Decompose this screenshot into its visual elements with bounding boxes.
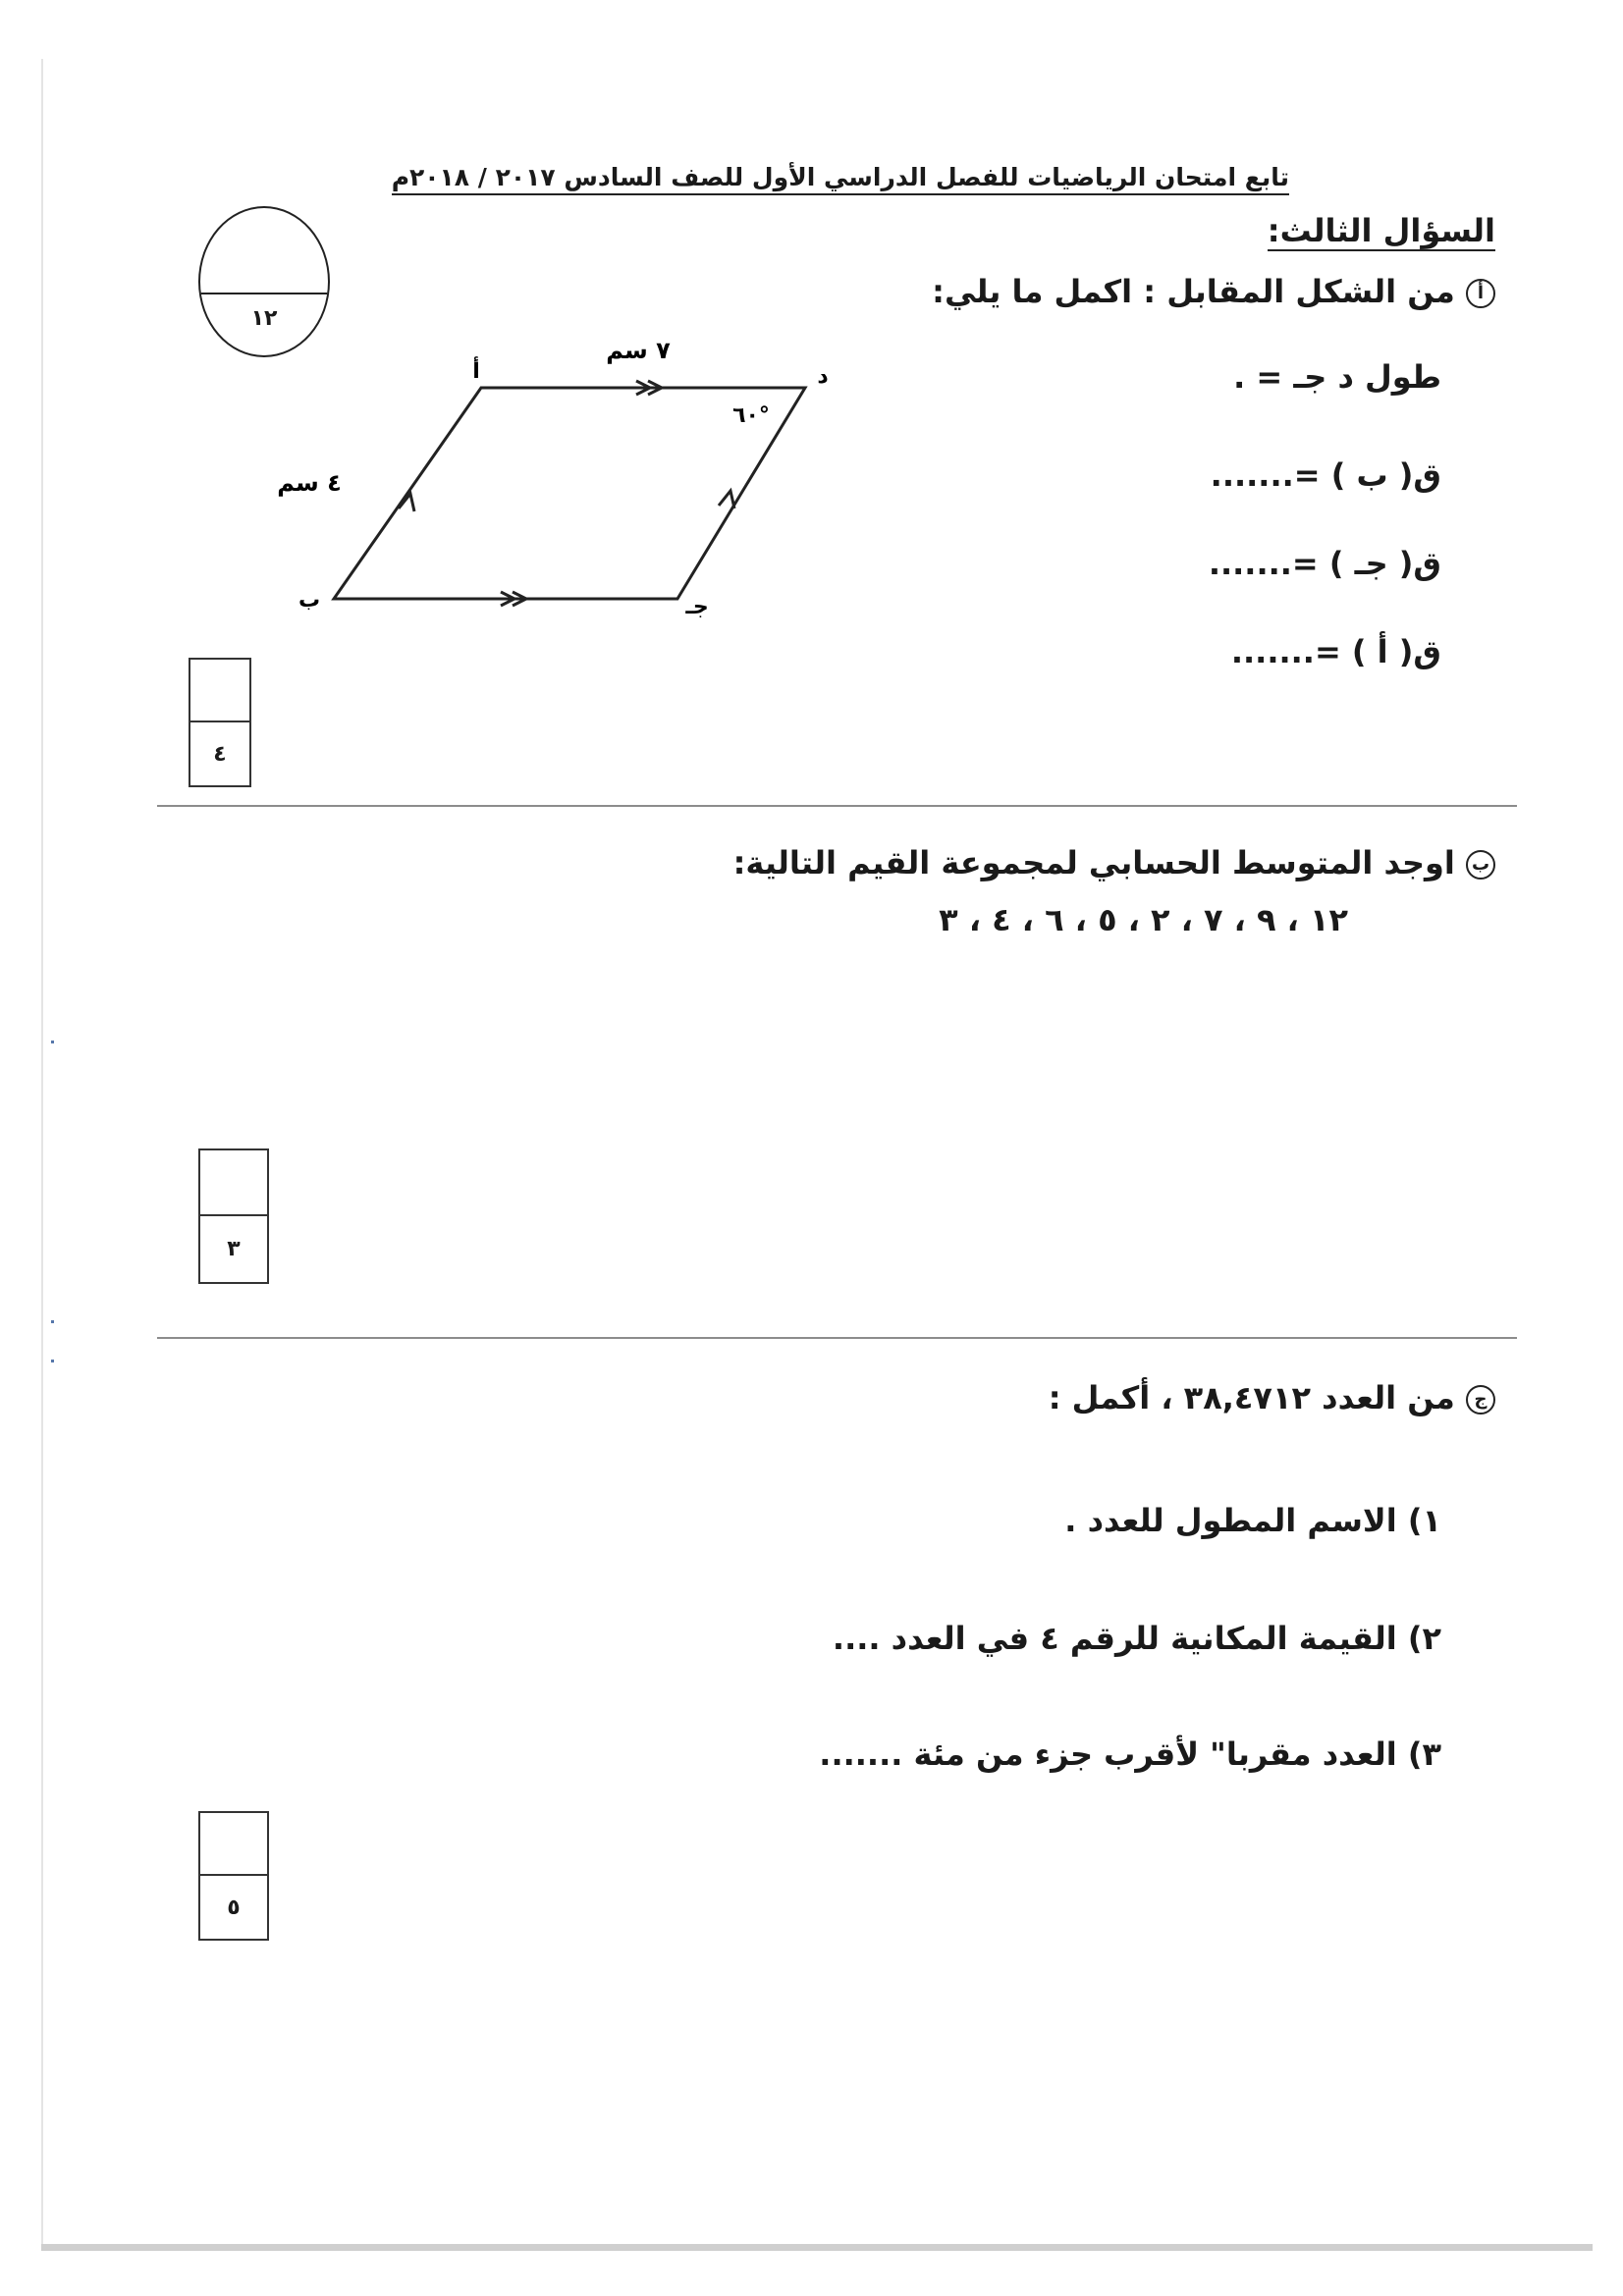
part-a-mark-box xyxy=(189,658,251,787)
part-c-badge: ج xyxy=(1466,1385,1495,1415)
scan-speck xyxy=(51,1041,54,1043)
exam-header: تابع امتحان الرياضيات للفصل الدراسي الأول للصف السادس ٢٠١٧ / ٢٠١٨م xyxy=(392,163,1289,195)
part-c-prompt xyxy=(1049,1379,1495,1416)
part-b-prompt-text: اوجد المتوسط الحسابي لمجموعة القيم التالية: xyxy=(732,844,1455,881)
total-mark-value: ١٢ xyxy=(250,306,278,331)
vertex-d-label: د xyxy=(817,364,829,389)
part-c-prompt-text: من العدد ٣٨,٤٧١٢ ، أكمل : xyxy=(1048,1379,1455,1416)
scan-speck xyxy=(51,1320,54,1323)
part-c-item-3: ٣) العدد مقربا" لأقرب جزء من مئة ....... xyxy=(819,1735,1441,1773)
part-b-prompt xyxy=(733,844,1495,881)
parallelogram-figure xyxy=(255,334,884,648)
vertex-j-label: جـ xyxy=(685,595,709,619)
part-b-mark: ٣ xyxy=(227,1237,241,1261)
part-a-prompt-text: من الشكل المقابل : اكمل ما يلي: xyxy=(932,273,1455,310)
angle-label: ٦٠° xyxy=(732,403,770,428)
scan-speck xyxy=(51,1360,54,1362)
part-a-line-a: ق( أ ) =....... xyxy=(1230,633,1441,670)
part-a-prompt xyxy=(932,273,1495,310)
part-b-badge: ب xyxy=(1466,850,1495,880)
part-c-item-1: ١) الاسم المطول للعدد . xyxy=(1064,1502,1441,1539)
section-divider-2 xyxy=(157,1337,1517,1339)
mark-divider xyxy=(200,293,328,294)
part-a-line-b: ق( ب ) =....... xyxy=(1210,456,1441,494)
mark-box-blank xyxy=(200,1150,267,1216)
question-title: السؤال الثالث: xyxy=(1267,212,1495,249)
part-a-mark: ٤ xyxy=(213,741,227,767)
page-edge-bottom xyxy=(41,2244,1593,2251)
side-left-label: ٤ سم xyxy=(277,469,342,497)
section-divider-1 xyxy=(157,805,1517,807)
part-a-line-dj: طول د جـ = . xyxy=(1233,358,1441,396)
vertex-a-label: أ xyxy=(472,359,480,384)
part-c-mark-box xyxy=(198,1811,269,1941)
mark-box-blank xyxy=(200,1813,267,1876)
part-c-item-2: ٢) القيمة المكانية للرقم ٤ في العدد .... xyxy=(832,1620,1441,1657)
mark-box-blank xyxy=(190,660,249,722)
vertex-b-label: ب xyxy=(298,588,321,613)
part-a-line-j: ق( جـ ) =....... xyxy=(1208,545,1441,582)
part-b-mark-box xyxy=(198,1148,269,1284)
part-a-badge: أ xyxy=(1466,279,1495,308)
part-c-mark: ٥ xyxy=(227,1895,241,1920)
part-b-values: ١٢ ، ٩ ، ٧ ، ٢ ، ٥ ، ٦ ، ٤ ، ٣ xyxy=(939,901,1348,938)
page-edge-left xyxy=(41,59,43,2248)
side-top-label: ٧ سم xyxy=(606,337,671,364)
